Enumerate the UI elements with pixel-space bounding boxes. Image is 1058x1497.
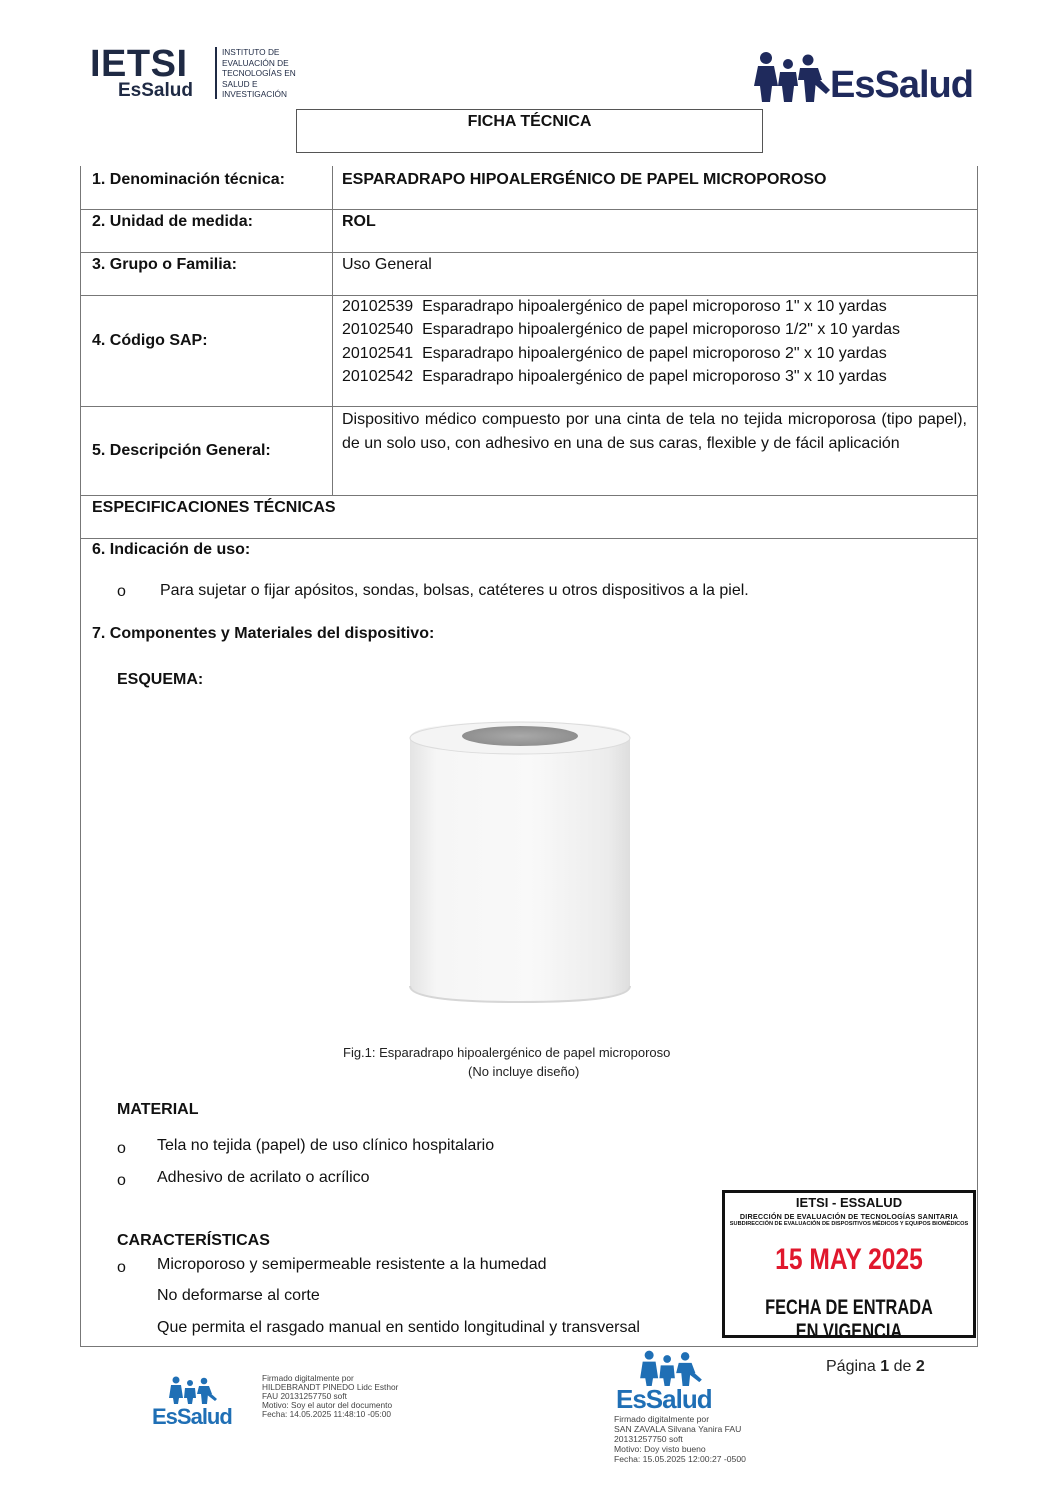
label-grupo: 3. Grupo o Familia: xyxy=(92,256,237,273)
column-divider xyxy=(332,166,333,496)
stamp-date: 15 MAY 2025 xyxy=(775,1243,923,1276)
esquema-heading: ESQUEMA: xyxy=(117,671,204,688)
row-divider xyxy=(80,209,977,210)
tape-roll-image xyxy=(400,718,640,1008)
caracteristicas-heading: CARACTERÍSTICAS xyxy=(117,1232,270,1249)
row-divider xyxy=(80,406,977,407)
label-descripcion xyxy=(92,442,271,460)
stamp-direction: DIRECCIÓN DE EVALUACIÓN DE TECNOLOGÍAS SANITARIA xyxy=(739,1212,959,1221)
figure-caption-line2: (No incluye diseño) xyxy=(468,1064,580,1079)
ietsi-logo-sub: EsSalud xyxy=(118,80,193,101)
sap-code-line: 20102542 Esparadrapo hipoalergénico de papel microporoso 3" x 10 yardas xyxy=(342,368,887,385)
sap-code-line: 20102540 Esparadrapo hipoalergénico de papel microporoso 1/2" x 10 yardas xyxy=(342,321,901,338)
footer-left-logo-word: EsSalud xyxy=(152,1404,232,1429)
sap-code-line: 20102539 Esparadrapo hipoalergénico de papel microporoso 1" x 10 yardas xyxy=(342,298,887,315)
label-unidad: 2. Unidad de medida: xyxy=(92,213,253,230)
ietsi-institute-line: SALUD E xyxy=(222,78,258,89)
validity-stamp xyxy=(722,1190,976,1343)
caracteristicas-item: Que permita el rasgado manual en sentido longitudinal y transversal xyxy=(157,1319,640,1336)
family-icon xyxy=(638,1350,704,1386)
material-item: Adhesivo de acrilato o acrílico xyxy=(157,1169,370,1186)
family-icon xyxy=(168,1376,218,1404)
row-divider xyxy=(80,538,977,539)
ietsi-logo xyxy=(90,45,320,103)
value-unidad: ROL xyxy=(342,213,376,230)
page-mid: de xyxy=(889,1358,916,1375)
value-descripcion: Dispositivo médico compuesto por una cinta de tela no tejida microporosa (tipo papel), de un solo uso, con adhesivo en una de sus caras, flexible y de fácil aplicación xyxy=(342,411,967,452)
material-item: Tela no tejida (papel) de uso clínico hospitalario xyxy=(157,1137,495,1154)
bullet-marker: o xyxy=(117,1172,126,1189)
row-divider xyxy=(80,295,977,296)
essalud-logo-word: EsSalud xyxy=(830,64,973,106)
footer-center-logo xyxy=(612,1350,732,1414)
material-heading: MATERIAL xyxy=(117,1101,199,1118)
essalud-family-icon xyxy=(752,50,832,105)
ietsi-institute-line: INSTITUTO DE xyxy=(222,47,280,57)
ietsi-institute-line: TECNOLOGÍAS EN xyxy=(222,68,296,78)
label-codigo-sap: 4. Código SAP: xyxy=(92,332,208,349)
page-total: 2 xyxy=(915,1358,925,1375)
specs-heading: ESPECIFICACIONES TÉCNICAS xyxy=(92,499,336,516)
bullet-marker: o xyxy=(117,1259,126,1276)
signature-center: Firmado digitalmente por SAN ZAVALA Silvana Yanira FAU 20131257750 soft Motivo: Doy visto bueno Fecha: 15.05.2025 12:00:27 -0500 xyxy=(614,1414,746,1464)
ietsi-logo-word: IETSI xyxy=(90,43,188,85)
tape-roll-drawing xyxy=(400,718,640,1008)
signature-left: Firmado digitalmente por HILDEBRANDT PINEDO Lidc Esthor FAU 20131257750 soft Motivo: Soy el autor del documento Fecha: 14.05.2025 11:48:10 -05:00 xyxy=(262,1373,399,1419)
title-box xyxy=(296,109,763,153)
label-descripcion-text: 5. Descripción General: xyxy=(92,442,271,459)
caracteristicas-item: Microporoso y semipermeable resistente a la humedad xyxy=(157,1256,547,1273)
page-prefix: Página xyxy=(826,1358,881,1375)
label-denominacion: 1. Denominación técnica: xyxy=(92,171,285,188)
ietsi-institute-line: INVESTIGACIÓN xyxy=(222,89,288,99)
caracteristicas-item: No deformarse al corte xyxy=(157,1287,320,1304)
value-denominacion: ESPARADRAPO HIPOALERGÉNICO DE PAPEL MICROPOROSO xyxy=(342,171,827,188)
value-grupo: Uso General xyxy=(342,256,432,273)
stamp-footer: FECHA DE ENTRADA EN VIGENCIA xyxy=(765,1296,933,1343)
ietsi-logo-divider xyxy=(215,47,217,99)
ietsi-institute-text xyxy=(222,47,322,100)
essalud-logo xyxy=(752,50,982,105)
figure-caption-line1: Fig.1: Esparadrapo hipoalergénico de papel microporoso xyxy=(343,1045,671,1060)
page-current: 1 xyxy=(880,1358,890,1375)
row-divider xyxy=(80,252,977,253)
row-divider xyxy=(80,495,977,496)
page-number xyxy=(826,1358,925,1376)
sap-code-line: 20102541 Esparadrapo hipoalergénico de papel microporoso 2" x 10 yardas xyxy=(342,345,887,362)
bullet-marker: o xyxy=(117,583,126,600)
indicacion-item: Para sujetar o fijar apósitos, sondas, bolsas, catéteres u otros dispositivos a la piel. xyxy=(160,582,749,599)
stamp-subdirection: SUBDIRECCIÓN DE EVALUACIÓN DE DISPOSITIVOS MÉDICOS Y EQUIPOS BIOMÉDICOS xyxy=(729,1221,969,1227)
footer-left-logo xyxy=(150,1376,240,1436)
page-title: FICHA TÉCNICA xyxy=(467,113,592,130)
bullet-marker: o xyxy=(117,1140,126,1157)
footer-center-logo-word: EsSalud xyxy=(616,1384,712,1414)
ietsi-institute-line: EVALUACIÓN DE xyxy=(222,57,289,68)
componentes-heading: 7. Componentes y Materiales del dispositivo: xyxy=(92,625,435,642)
stamp-title: IETSI - ESSALUD xyxy=(795,1195,903,1210)
indicacion-heading: 6. Indicación de uso: xyxy=(92,541,251,558)
